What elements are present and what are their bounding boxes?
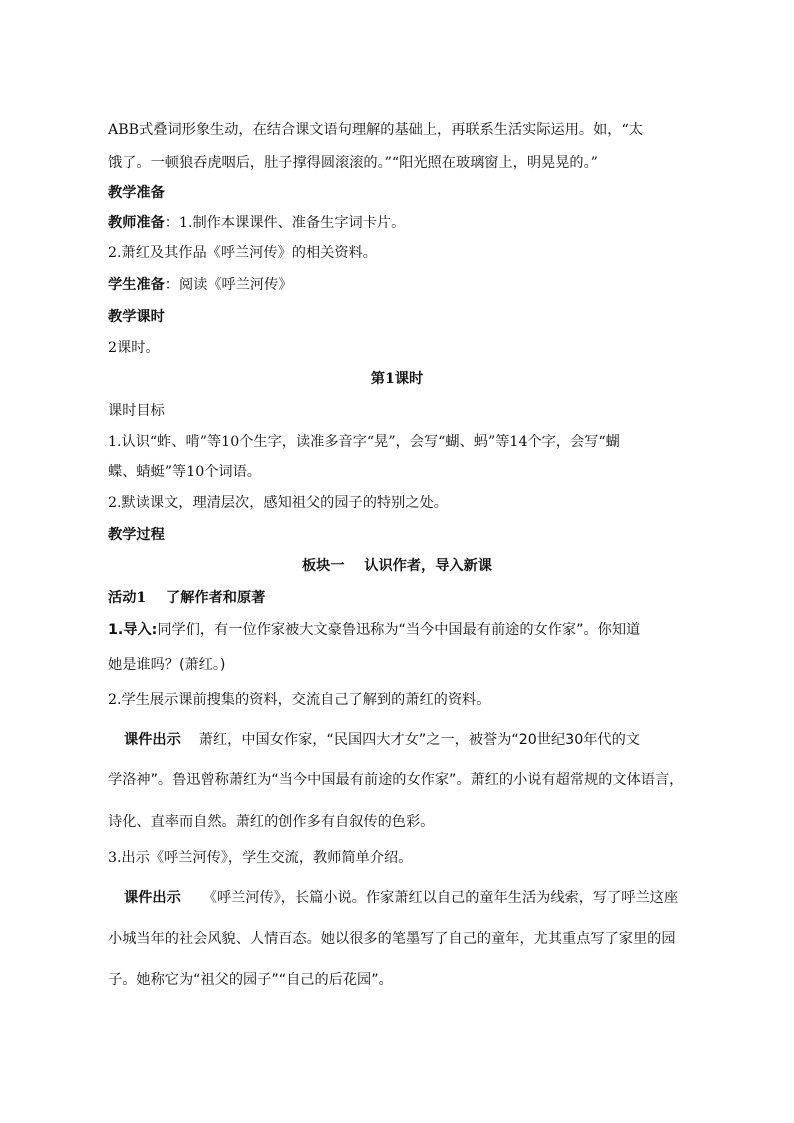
step-2: 2.学生展示课前搜集的资料，交流自己了解到的萧红的资料。 (108, 692, 491, 708)
goal-2: 2.默读课文，理清层次，感知祖父的园子的特别之处。 (108, 495, 448, 511)
goal-1-line-2: 蝶、蜻蜓”等10个词语。 (108, 464, 261, 480)
teacher-prep-text: ：1.制作本课课件、准备生字词卡片。 (164, 215, 406, 231)
activity-1-title: 活动1 了解作者和原著 (108, 590, 266, 606)
teacher-prep-item-2: 2.萧红及其作品《呼兰河传》的相关资料。 (108, 245, 377, 261)
intro-line-2: 饿了。一顿狼吞虎咽后，肚子撑得圆滚滚的。”“阳光照在玻璃窗上，明晃晃的。” (108, 155, 598, 171)
goals-heading: 课时目标 (108, 403, 165, 419)
step-3: 3.出示《呼兰河传》，学生交流，教师简单介绍。 (108, 850, 413, 866)
show-1-line-1 (124, 730, 724, 750)
show-1-line-2: 学洛神”。鲁迅曾称萧红为“当今中国最有前途的女作家”。萧红的小说有超常规的文体语言， (108, 772, 684, 788)
show-2-text: 《呼兰河传》，长篇小说。作家萧红以自己的童年生活为线索，写了呼兰这座 (202, 890, 679, 906)
student-prep-label: 学生准备 (108, 277, 165, 293)
show-2-line-2: 小城当年的社会风貌、人情百态。她以很多的笔墨写了自己的童年，尤其重点写了家里的园 (108, 931, 676, 947)
hours-heading: 教学课时 (108, 309, 165, 325)
show-1-text: 萧红，中国女作家，“民国四大才女”之一，被誉为“20世纪30年代的文 (198, 732, 640, 748)
teacher-prep-label: 教师准备 (108, 215, 165, 231)
student-prep-text: ：阅读《呼兰河传》 (164, 277, 293, 293)
block-1-title: 板块一 认识作者，导入新课 (301, 558, 492, 574)
show-1-label: 课件出示 (124, 732, 181, 748)
student-prep (108, 275, 708, 295)
prep-heading: 教学准备 (108, 185, 165, 201)
hours-value: 2课时。 (108, 340, 160, 356)
teacher-prep (108, 213, 708, 233)
show-2-line-3: 子。她称它为“祖父的园子”“自己的后花园”。 (108, 972, 393, 988)
goal-1-line-1: 1.认识“蚱、啃”等10个生字，读准多音字“晃”，会写“蝴、蚂”等14个字，会写“蝴 (108, 434, 620, 450)
show-2-label: 课件出示 (124, 890, 181, 906)
process-heading: 教学过程 (108, 527, 165, 543)
show-1-line-3: 诗化、直率而自然。萧红的创作多有自叙传的色彩。 (108, 814, 435, 830)
import-line-1 (108, 620, 708, 640)
intro-line-1: ABB式叠词形象生动，在结合课文语句理解的基础上，再联系生活实际运用。如，“太 (108, 122, 643, 138)
import-line-2: 她是谁吗？(萧红。) (108, 657, 226, 673)
lesson-title: 第1课时 (370, 371, 424, 387)
show-2-line-1 (124, 888, 724, 908)
import-text: 同学们，有一位作家被大文豪鲁迅称为“当今中国最有前途的女作家”。你知道 (157, 622, 641, 638)
import-label: 1.导入: (108, 622, 158, 638)
